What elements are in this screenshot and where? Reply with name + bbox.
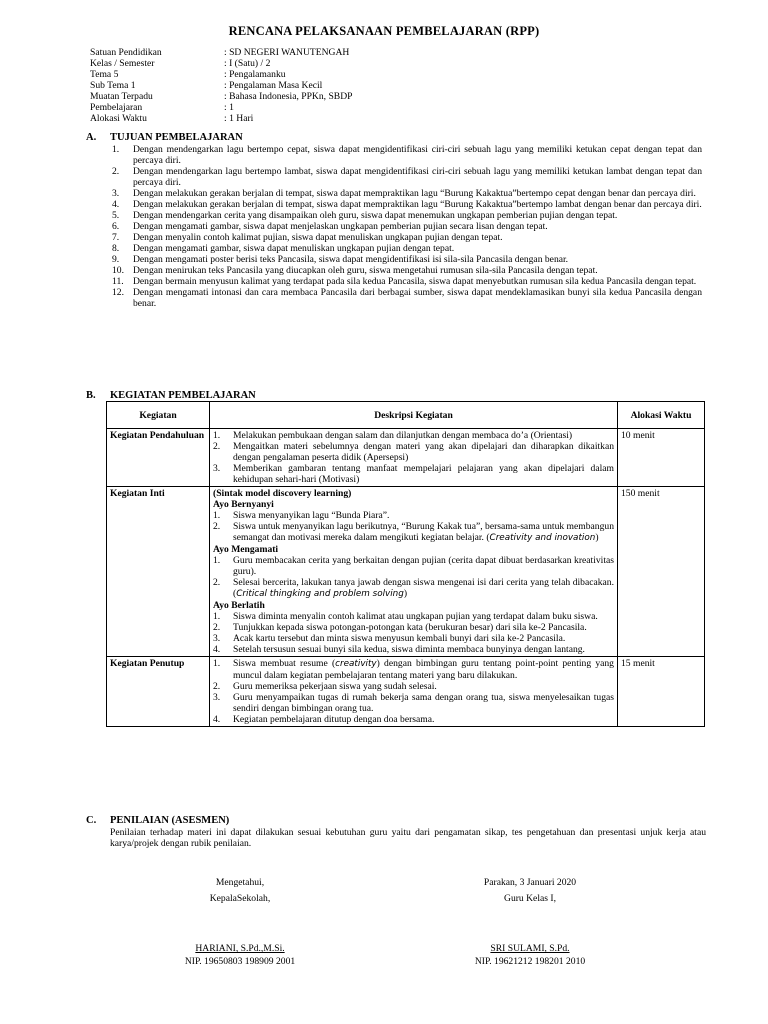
- activity-description: [210, 429, 618, 487]
- list-item: [112, 265, 702, 276]
- list-text: Dengan mendengarkan lagu bertempo lambat, siswa dapat mengidentifikasi ciri-ciri sebuah lagu yang memiliki ketukan lambat dengan tepat dan percaya diri.: [133, 166, 702, 188]
- identity-value: : Bahasa Indonesia, PPKn, SBDP: [224, 91, 353, 102]
- list-item: [112, 210, 702, 221]
- list-number: 1.: [213, 510, 221, 521]
- identity-value: : SD NEGERI WANUTENGAH: [224, 47, 350, 58]
- identity-value: : Pengalamanku: [224, 69, 286, 80]
- section-a-heading: [86, 132, 243, 143]
- list-number: 9.: [112, 254, 120, 265]
- section-title: TUJUAN PEMBELAJARAN: [110, 132, 243, 143]
- list-item: [213, 714, 614, 725]
- identity-block: [90, 47, 352, 124]
- identity-label: Satuan Pendidikan: [90, 47, 162, 58]
- list-text: Selesai bercerita, lakukan tanya jawab dengan siswa mengenai isi dari cerita yang telah dibacakan. (Critical thingking and problem solving): [233, 577, 614, 599]
- table-row: [107, 657, 705, 727]
- list-number: 1.: [213, 555, 221, 566]
- list-item: [213, 555, 614, 577]
- list-text: Guru membacakan cerita yang berkaitan dengan pujian (cerita dapat dibuat berdasarkan kreativitas guru).: [233, 555, 614, 577]
- list-text: Guru memeriksa pekerjaan siswa yang sudah selesai.: [233, 681, 437, 692]
- activity-time: 10 menit: [618, 429, 705, 487]
- identity-value: : Pengalaman Masa Kecil: [224, 80, 323, 91]
- signature-role: KepalaSekolah,: [209, 893, 271, 904]
- identity-label: Sub Tema 1: [90, 80, 136, 91]
- list-text: Siswa untuk menyanyikan lagu berikutnya, “Burung Kakak tua”, bersama-sama untuk membangun semangat dan motivasi mereka dalam mengikuti kegiatan belajar. (Creativity and inovation): [233, 521, 614, 543]
- list-item: [112, 144, 702, 166]
- identity-row: [90, 102, 352, 113]
- signature-left: [150, 877, 330, 967]
- model-note: (Sintak model discovery learning): [213, 488, 352, 499]
- list-item: [112, 276, 702, 287]
- list-text: Guru menyampaikan tugas di rumah bekerja sama dengan orang tua, siswa menyelesaikan tugas sendiri dengan bimbingan orang tua.: [233, 692, 614, 714]
- activity-time: 150 menit: [618, 487, 705, 657]
- list-text: Dengan melakukan gerakan berjalan di tempat, siswa dapat mempraktikan lagu “Burung Kakaktua”bertempo cepat dengan benar dan percaya diri.: [133, 188, 696, 199]
- identity-row: [90, 58, 352, 69]
- section-c-heading: [86, 815, 229, 826]
- list-number: 2.: [213, 622, 221, 633]
- list-text: Dengan mengamati gambar, siswa dapat menuliskan ungkapan pujian dengan tepat.: [133, 243, 455, 254]
- list-item: [112, 254, 702, 265]
- list-item: [112, 232, 702, 243]
- signatory-name: SRI SULAMI, S.Pd.: [490, 943, 570, 954]
- table-row: [107, 487, 705, 657]
- identity-label: Kelas / Semester: [90, 58, 155, 69]
- activity-label: Kegiatan Pendahuluan: [107, 429, 210, 487]
- activity-description: [210, 487, 618, 657]
- table-row: [107, 429, 705, 487]
- list-text: Setelah tersusun sesuai bunyi sila kedua, siswa diminta membaca bunyinya dengan lantang.: [233, 644, 585, 655]
- activity-description: [210, 657, 618, 727]
- list-number: 3.: [213, 463, 221, 474]
- list-text: Acak kartu tersebut dan minta siswa menyusun kembali bunyi dari sila ke-2 Pancasila.: [233, 633, 566, 644]
- signature-caption: Mengetahui,: [215, 877, 265, 888]
- list-number: 1.: [213, 430, 221, 441]
- list-text: Memberikan gambaran tentang manfaat mempelajari pelajaran yang akan dipelajari dalam kehidupan sehari-hari (Motivasi): [233, 463, 614, 485]
- activities-table: [106, 401, 705, 727]
- list-item: [213, 644, 614, 655]
- list-item: [112, 166, 702, 188]
- subheading: Ayo Bernyanyi: [213, 499, 274, 510]
- list-number: 2.: [213, 681, 221, 692]
- subheading: Ayo Mengamati: [213, 544, 279, 555]
- identity-row: [90, 47, 352, 58]
- list-item: [112, 199, 702, 210]
- list-number: 1.: [112, 144, 120, 155]
- list-text: Kegiatan pembelajaran ditutup dengan doa bersama.: [233, 714, 435, 725]
- list-item: [213, 577, 614, 600]
- table-header-row: [107, 402, 705, 429]
- list-text: Dengan mendengarkan cerita yang disampaikan oleh guru, siswa dapat menemukan ungkapan pemberian pujian dengan tepat.: [133, 210, 618, 221]
- list-text: Tunjukkan kepada siswa potongan-potongan kata (berukuran besar) dari sila ke-2 Pancasila.: [233, 622, 587, 633]
- list-number: 3.: [213, 633, 221, 644]
- list-text: Dengan mengamati poster berisi teks Pancasila, siswa dapat mengidentifikasi isi sila-sila Pancasila dengan benar.: [133, 254, 569, 265]
- identity-label: Tema 5: [90, 69, 119, 80]
- list-number: 10.: [112, 265, 124, 276]
- list-item: [213, 611, 614, 622]
- identity-value: : 1 Hari: [224, 113, 254, 124]
- section-letter: A.: [86, 132, 97, 143]
- list-text: Dengan mendengarkan lagu bertempo cepat, siswa dapat mengidentifikasi ciri-ciri sebuah lagu yang memiliki ketukan cepat dengan tepat dan percaya diri.: [133, 144, 702, 166]
- list-number: 11.: [112, 276, 124, 287]
- list-number: 2.: [213, 577, 221, 588]
- table-header: Deskripsi Kegiatan: [210, 402, 618, 429]
- list-item: [112, 243, 702, 254]
- signature-role: Guru Kelas I,: [504, 893, 556, 904]
- list-number: 3.: [213, 692, 221, 703]
- subheading: Ayo Berlatih: [213, 600, 265, 611]
- list-item: [213, 463, 614, 485]
- list-item: [213, 658, 614, 681]
- identity-label: Pembelajaran: [90, 102, 143, 113]
- list-item: [213, 633, 614, 644]
- list-number: 2.: [213, 521, 221, 532]
- list-number: 4.: [213, 644, 221, 655]
- list-number: 1.: [213, 611, 221, 622]
- list-number: 12.: [112, 287, 124, 298]
- list-item: [213, 510, 614, 521]
- section-letter: C.: [86, 815, 97, 826]
- list-item: [213, 430, 614, 441]
- section-letter: B.: [86, 390, 96, 401]
- list-item: [213, 441, 614, 463]
- list-text: Dengan mengamati gambar, siswa dapat menjelaskan ungkapan pemberian pujian secara lisan dengan tepat.: [133, 221, 548, 232]
- objectives-list: [112, 144, 702, 309]
- identity-label: Alokasi Waktu: [90, 113, 147, 124]
- list-item: [213, 681, 614, 692]
- list-item: [213, 521, 614, 544]
- list-number: 5.: [112, 210, 120, 221]
- list-number: 7.: [112, 232, 120, 243]
- section-title: PENILAIAN (ASESMEN): [110, 815, 230, 826]
- list-number: 1.: [213, 658, 221, 669]
- identity-row: [90, 80, 352, 91]
- list-number: 6.: [112, 221, 120, 232]
- signatory-nip: NIP. 19650803 198909 2001: [184, 956, 296, 967]
- list-text: Siswa diminta menyalin contoh kalimat atau ungkapan pujian yang terdapat dalam buku siswa.: [233, 611, 598, 622]
- section-title: KEGIATAN PEMBELAJARAN: [110, 390, 256, 401]
- list-item: [112, 287, 702, 309]
- section-b-heading: [86, 390, 256, 401]
- document-title: RENCANA PELAKSANAAN PEMBELAJARAN (RPP): [228, 24, 540, 38]
- list-number: 4.: [112, 199, 120, 210]
- list-text: Dengan menyalin contoh kalimat pujian, siswa dapat menuliskan ungkapan pujian dengan tepat.: [133, 232, 503, 243]
- identity-row: [90, 113, 352, 124]
- activity-label: Kegiatan Inti: [107, 487, 210, 657]
- signature-right: [440, 877, 620, 967]
- table-header: Alokasi Waktu: [618, 402, 705, 429]
- list-text: Mengaitkan materi sebelumnya dengan materi yang akan dipelajari dan diharapkan dikaitkan dengan pengalaman peserta didik (Apersepsi): [233, 441, 614, 463]
- table-header: Kegiatan: [107, 402, 210, 429]
- identity-label: Muatan Terpadu: [90, 91, 153, 102]
- activity-label: Kegiatan Penutup: [107, 657, 210, 727]
- list-item: [112, 221, 702, 232]
- list-number: 3.: [112, 188, 120, 199]
- list-text: Melakukan pembukaan dengan salam dan dilanjutkan dengan membaca do’a (Orientasi): [233, 430, 573, 441]
- list-text: Siswa menyanyikan lagu “Bunda Piara”.: [233, 510, 390, 521]
- list-item: [213, 692, 614, 714]
- identity-value: : I (Satu) / 2: [224, 58, 271, 69]
- assessment-paragraph: Penilaian terhadap materi ini dapat dilakukan sesuai kebutuhan guru yaitu dari pengamatan sikap, tes pengetahuan dan presentasi unjuk kerja atau karya/projek dengan rubik penilaian.: [110, 827, 706, 849]
- list-item: [213, 622, 614, 633]
- activity-time: 15 menit: [618, 657, 705, 727]
- signatory-nip: NIP. 19621212 198201 2010: [474, 956, 586, 967]
- list-text: Siswa membuat resume (creativity) dengan bimbingan guru tentang point-point penting yang muncul dalam kegiatan pembelajaran tentang materi yang baru dilakukan.: [233, 658, 614, 681]
- signature-date: Parakan, 3 Januari 2020: [483, 877, 577, 888]
- list-text: Dengan bermain menyusun kalimat yang terdapat pada sila kedua Pancasila, siswa dapat menyebutkan rumusan sila kedua Pancasila dengan tepat.: [133, 276, 697, 287]
- list-item: [112, 188, 702, 199]
- identity-value: : 1: [224, 102, 234, 113]
- list-text: Dengan mengamati intonasi dan cara membaca Pancasila dari berbagai sumber, siswa dapat mendeklamasikan bunyi sila kedua Pancasila dengan benar.: [133, 287, 702, 309]
- list-number: 8.: [112, 243, 120, 254]
- list-number: 2.: [213, 441, 221, 452]
- list-number: 2.: [112, 166, 120, 177]
- list-text: Dengan melakukan gerakan berjalan di tempat, siswa dapat mempraktikan lagu “Burung Kakaktua”bertempo lambat dengan benar dan percaya diri.: [133, 199, 702, 210]
- identity-row: [90, 91, 352, 102]
- identity-row: [90, 69, 352, 80]
- list-text: Dengan menirukan teks Pancasila yang diucapkan oleh guru, siswa mengetahui rumusan sila-sila Pancasila dengan tepat.: [133, 265, 598, 276]
- signatory-name: HARIANI, S.Pd.,M.Si.: [195, 943, 285, 954]
- list-number: 4.: [213, 714, 221, 725]
